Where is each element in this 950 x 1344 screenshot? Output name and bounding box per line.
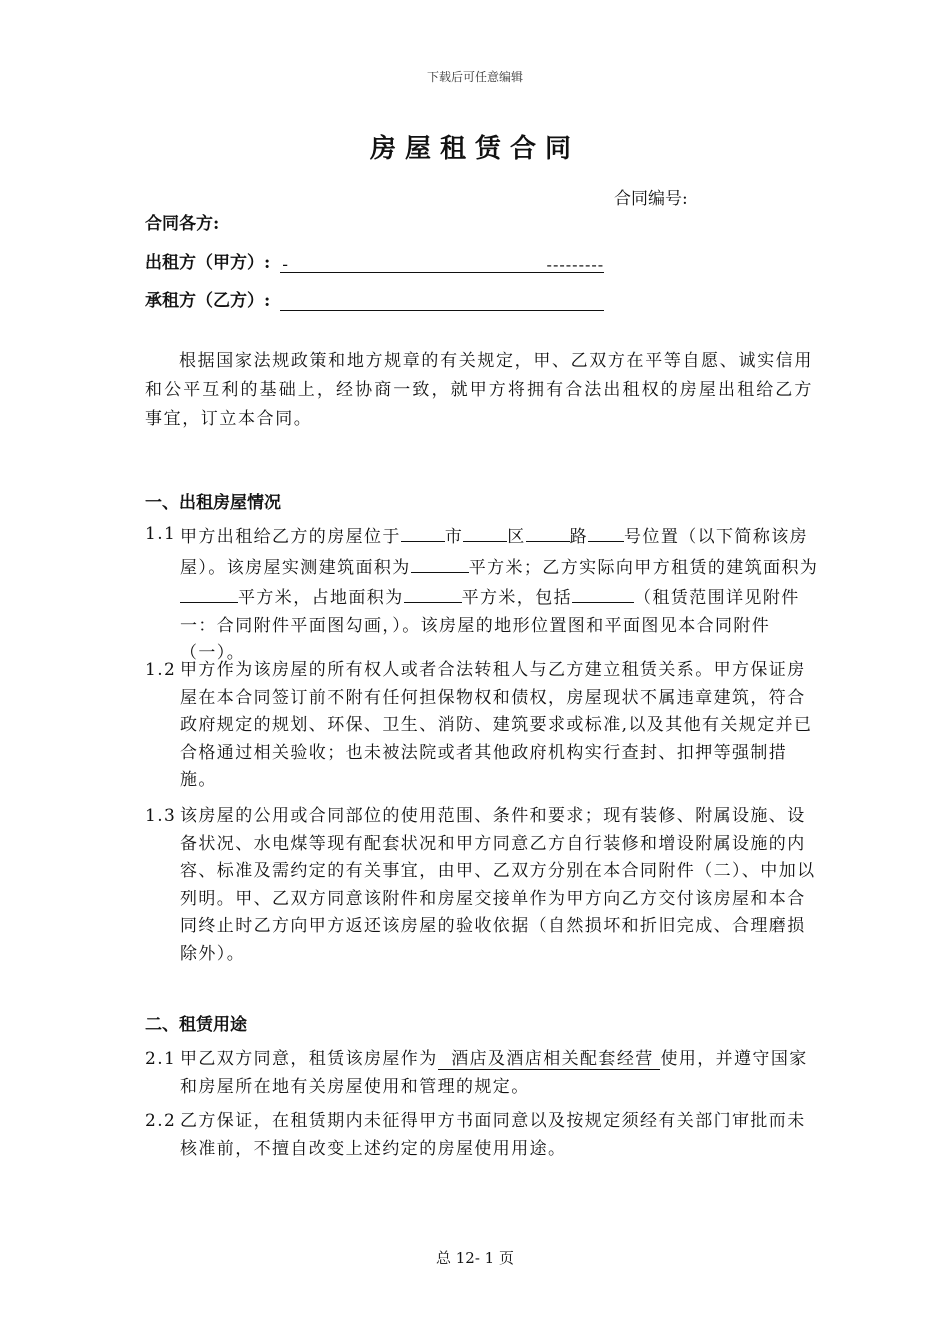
- page-footer: 总 12- 1 页: [435, 1249, 514, 1267]
- intro-paragraph: 根据国家法规政策和地方规章的有关规定，甲、乙双方在平等自愿、诚实信用和公平互利的基础上，经协商一致，就甲方将拥有合法出租权的房屋出租给乙方事宜，订立本合同。: [145, 351, 813, 429]
- includes-blank: [572, 582, 634, 603]
- clause-number: 1.1: [145, 524, 177, 544]
- city-blank: [401, 521, 445, 542]
- land-area-blank: [404, 582, 462, 603]
- clause-2-1: [145, 1046, 823, 1101]
- clause-1-2: [145, 657, 823, 795]
- contract-number-label: 合同编号:: [614, 189, 688, 209]
- section1-heading: 一、出租房屋情况: [145, 493, 281, 513]
- lessor-blank-dashes: ---------: [546, 255, 605, 274]
- clause-number: 1.3: [145, 806, 177, 826]
- clause-text: 区: [507, 527, 526, 547]
- lessor-line: [145, 248, 604, 273]
- clause-number: 2.2: [145, 1111, 177, 1131]
- rented-area-blank: [180, 582, 238, 603]
- clause-text: 甲乙双方同意，租赁该房屋作为: [180, 1049, 438, 1069]
- clause-text: 甲方作为该房屋的所有权人或者合法转租人与乙方建立租赁关系。甲方保证房屋在本合同签订前不附有任何担保物权和债权，房屋现状不属违章建筑，符合政府规定的规划、环保、卫生、消防、建筑要求或标准,以及其他有关规定并已合格通过相关验收；也未被法院或者其他政府机构实行查封、扣押等强制措施。: [180, 660, 813, 790]
- section2-heading: 二、租赁用途: [145, 1015, 247, 1035]
- lessor-label: 出租方（甲方）:: [145, 253, 271, 273]
- clause-text: 号位置（以下简称该房屋）。该房屋实测建筑面积为: [180, 527, 809, 578]
- clause-text: 路: [569, 527, 589, 547]
- clause-1-3: [145, 803, 823, 968]
- road-blank: [526, 521, 570, 542]
- clause-text: 使用，并遵守国家和房屋所在地有关房屋使用和管理的规定。: [180, 1049, 808, 1097]
- clause-text: 平方米；乙方实际向甲方租赁的建筑面积为: [468, 557, 819, 578]
- clause-number: 1.2: [145, 660, 177, 680]
- clause-text: （租赁范围详见附件一：合同附件平面图勾画，）。该房屋的地形位置图和平面图见本合同附件（一）。: [180, 588, 800, 663]
- clause-text: 平方米，包括: [461, 588, 573, 608]
- clause-text: 甲方出租给乙方的房屋位于: [180, 527, 401, 547]
- lessee-label: 承租方（乙方）:: [145, 291, 271, 311]
- clause-1-1: [145, 521, 823, 668]
- clause-text: 该房屋的公用或合同部位的使用范围、条件和要求；现有装修、附属设施、设备状况、水电煤等现有配套状况和甲方同意乙方自行装修和增设附属设施的内容、标准及需约定的有关事宜，由甲、乙双方分别在本合同附件（二）、中加以列明。甲、乙双方同意该附件和房屋交接单作为甲方向乙方交付该房屋和本合同终止时乙方向甲方返还该房屋的验收依据（自然损坏和折旧完成、合理磨损除外）。: [180, 806, 816, 964]
- document-title: 房屋租赁合同: [369, 134, 580, 164]
- area-blank: [411, 552, 469, 573]
- lessor-blank: [280, 254, 604, 273]
- number-blank: [588, 521, 624, 542]
- clause-text: 平方米，占地面积为: [238, 588, 404, 608]
- lessee-blank: [280, 292, 604, 311]
- clause-2-2: [145, 1108, 823, 1163]
- page-header: 下载后可任意编辑: [426, 70, 523, 84]
- lessor-blank-prefix: -: [282, 255, 288, 275]
- lessee-line: [145, 286, 604, 311]
- clause-text: 乙方保证，在租赁期内未征得甲方书面同意以及按规定须经有关部门审批而未核准前，不擅自改变上述约定的房屋使用用途。: [180, 1111, 806, 1159]
- parties-label: 合同各方:: [145, 214, 220, 234]
- district-blank: [463, 521, 507, 542]
- clause-number: 2.1: [145, 1049, 177, 1069]
- clause-text: 市: [444, 527, 464, 547]
- usage-text: 酒店及酒店相关配套经营: [451, 1049, 654, 1069]
- usage-value: [438, 1049, 661, 1070]
